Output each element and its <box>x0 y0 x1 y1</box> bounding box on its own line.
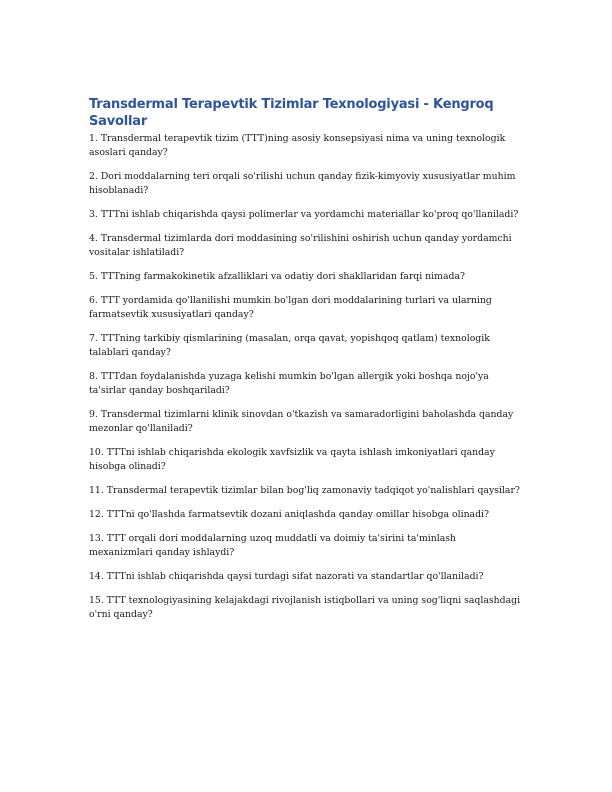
question-item: 15. TTT texnologiyasining kelajakdagi rivojlanish istiqbollari va uning sog'liqni saqlashdagi o'rni qanday? <box>89 595 521 620</box>
question-item: 14. TTTni ishlab chiqarishda qaysi turdagi sifat nazorati va standartlar qo'llaniladi? <box>89 571 484 582</box>
question-item: 9. Transdermal tizimlarni klinik sinovdan o'tkazish va samaradorligini baholashda qanday mezonlar qo'llaniladi? <box>89 409 514 434</box>
question-item: 4. Transdermal tizimlarda dori moddasining so'rilishini oshirish uchun qanday yordamchi vositalar ishlatiladi? <box>89 233 512 258</box>
question-item: 6. TTT yordamida qo'llanilishi mumkin bo'lgan dori moddalarining turlari va ularning farmatsevtik xususiyatlari qanday? <box>89 295 492 320</box>
question-list <box>89 132 521 622</box>
question-item: 10. TTTni ishlab chiqarishda ekologik xavfsizlik va qayta ishlash imkoniyatlari qanday hisobga olinadi? <box>89 447 495 472</box>
question-item: 2. Dori moddalarning teri orqali so'rilishi uchun qanday fizik-kimyoviy xususiyatlar muhim hisoblanadi? <box>89 171 516 196</box>
question-item: 12. TTTni qo'llashda farmatsevtik dozani aniqlashda qanday omillar hisobga olinadi? <box>89 509 490 520</box>
question-item: 11. Transdermal terapevtik tizimlar bilan bog'liq zamonaviy tadqiqot yo'nalishlari qaysilar? <box>89 485 520 496</box>
question-item: 3. TTTni ishlab chiqarishda qaysi polimerlar va yordamchi materiallar ko'proq qo'llaniladi? <box>89 209 519 220</box>
document-title: Transdermal Terapevtik Tizimlar Texnologiyasi - Kengroq Savollar <box>89 97 494 129</box>
question-item: 1. Transdermal terapevtik tizim (TTT)ning asosiy konsepsiyasi nima va uning texnologik asoslari qanday? <box>89 133 506 158</box>
question-item: 8. TTTdan foydalanishda yuzaga kelishi mumkin bo'lgan allergik yoki boshqa nojo'ya ta'sirlar qanday boshqariladi? <box>89 371 489 396</box>
document-content <box>89 96 521 632</box>
question-item: 13. TTT orqali dori moddalarning uzoq muddatli va doimiy ta'sirini ta'minlash mexanizmlari qanday ishlaydi? <box>89 533 457 558</box>
question-item: 7. TTTning tarkibiy qismlarining (masalan, orqa qavat, yopishqoq qatlam) texnologik talablari qanday? <box>89 333 490 358</box>
question-item: 5. TTTning farmakokinetik afzalliklari va odatiy dori shakllaridan farqi nimada? <box>89 271 465 282</box>
